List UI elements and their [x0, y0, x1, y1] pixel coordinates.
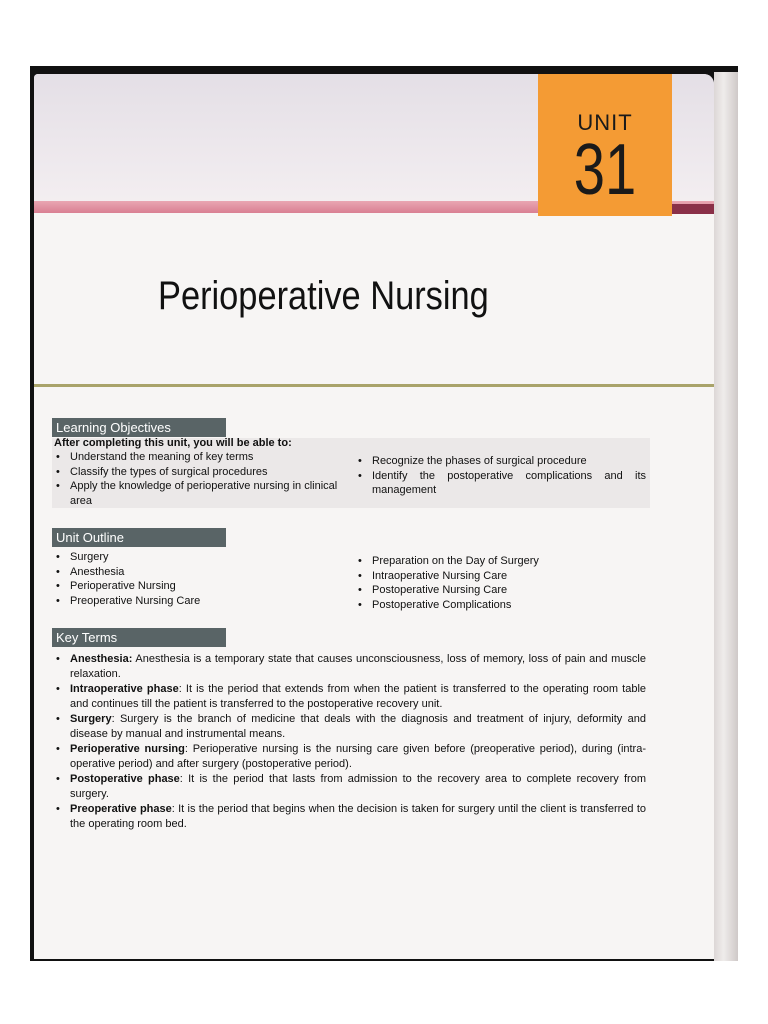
learning-objectives-heading: Learning Objectives — [52, 418, 226, 437]
key-term-item — [54, 712, 646, 741]
key-term-definition: Anesthesia is a temporary state that causes unconsciousness, loss of memory, loss of pain and muscle relaxation. — [70, 653, 646, 680]
list-item: • Understand the meaning of key terms — [54, 450, 346, 465]
key-term-definition: : It is the period that extends from when the patient is transferred to the operating room table and continues till the patient is transferred to the postoperative recovery unit. — [70, 683, 647, 710]
learning-objectives-left-list — [54, 450, 346, 508]
key-term-item — [54, 682, 646, 711]
list-item: • Intraoperative Nursing Care — [356, 569, 646, 584]
list-item: • Surgery — [54, 550, 334, 565]
key-terms-list — [54, 652, 646, 832]
key-term: Perioperative nursing — [70, 743, 185, 755]
key-term: Intraoperative phase — [70, 683, 179, 695]
page-edge — [714, 72, 738, 961]
key-term-item — [54, 742, 646, 771]
book-page — [34, 74, 714, 959]
list-item: • Anesthesia — [54, 565, 334, 580]
learning-objectives-intro: After completing this unit, you will be able to: — [54, 437, 292, 449]
photo-frame — [30, 66, 738, 961]
list-item: • Preparation on the Day of Surgery — [356, 554, 646, 569]
list-item: • Apply the knowledge of perioperative nursing in clinical area — [54, 479, 346, 508]
title-rule — [34, 384, 714, 387]
unit-label: UNIT — [577, 110, 633, 135]
unit-number: 31 — [573, 130, 637, 210]
unit-badge — [538, 74, 672, 216]
list-item: • Postoperative Complications — [356, 598, 646, 613]
list-item: • Preoperative Nursing Care — [54, 594, 334, 609]
unit-outline-left-list — [54, 550, 334, 608]
key-terms-heading: Key Terms — [52, 628, 226, 647]
key-term-item — [54, 652, 646, 681]
learning-objectives-right-list — [356, 454, 646, 498]
key-term-item — [54, 802, 646, 831]
list-item: • Perioperative Nursing — [54, 579, 334, 594]
list-item: • Identify the postoperative complications and its management — [356, 469, 646, 498]
key-term: Anesthesia: — [70, 653, 133, 665]
key-term: Preoperative phase — [70, 803, 172, 815]
list-item: • Classify the types of surgical procedures — [54, 465, 346, 480]
list-item: • Postoperative Nursing Care — [356, 583, 646, 598]
key-term-definition: : It is the period that lasts from admission to the recovery area to complete recovery from surgery. — [70, 773, 647, 800]
unit-outline-right-list — [356, 554, 646, 612]
key-term-item — [54, 772, 646, 801]
list-item: • Recognize the phases of surgical procedure — [356, 454, 646, 469]
key-term: Postoperative phase — [70, 773, 180, 785]
unit-outline-heading: Unit Outline — [52, 528, 226, 547]
key-term-definition: : Perioperative nursing is the nursing care given before (preoperative period), during (intra-operative period) and after surgery (postoperative period). — [70, 743, 647, 770]
chapter-title: Perioperative Nursing — [158, 274, 489, 318]
key-term-definition: : Surgery is the branch of medicine that deals with the diagnosis and treatment of injury, deformity and disease by manual and instrumental means. — [70, 713, 646, 740]
header-dark-rule — [672, 204, 714, 214]
key-term-definition: : It is the period that begins when the decision is taken for surgery until the client is transferred to the operating room bed. — [70, 803, 646, 830]
key-term: Surgery — [70, 713, 112, 725]
